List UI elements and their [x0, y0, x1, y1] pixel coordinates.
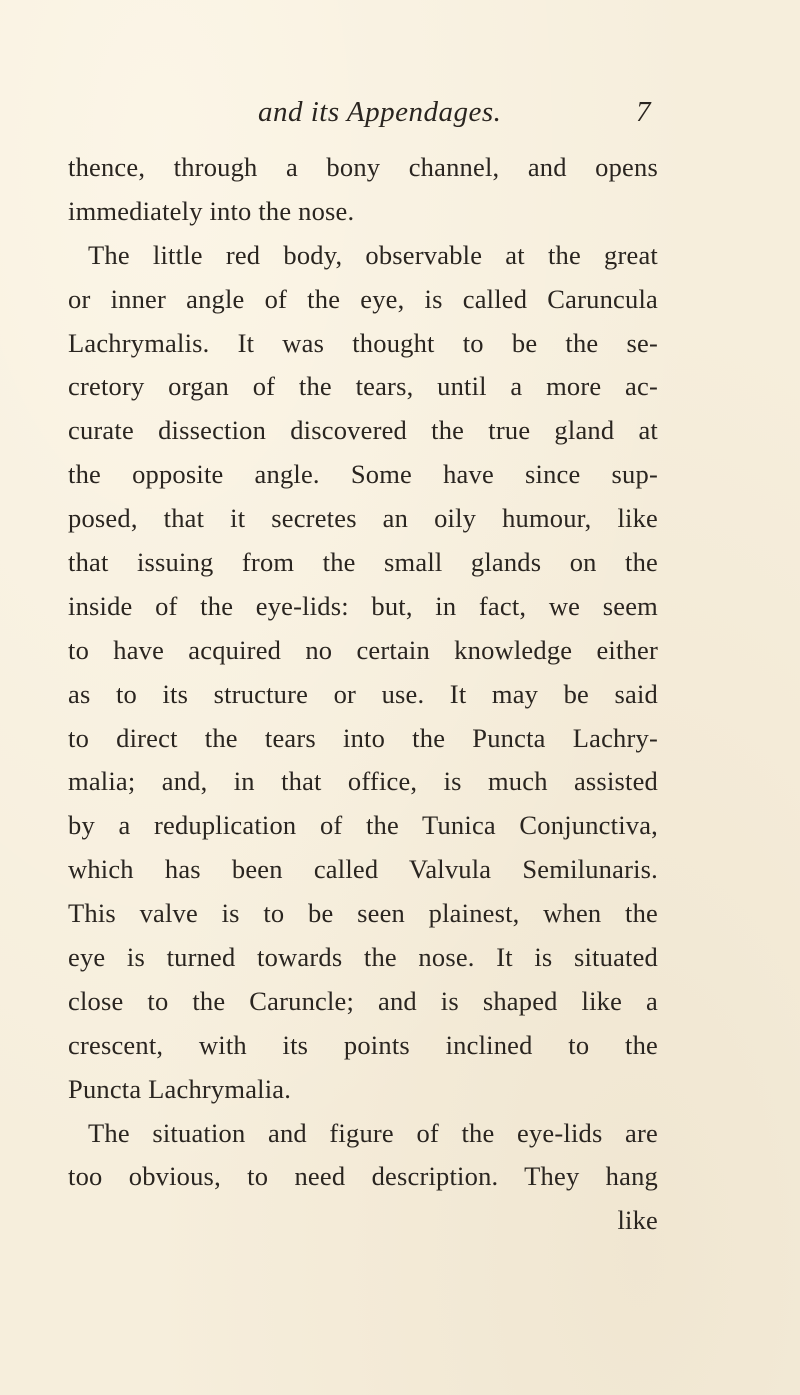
running-head-title: and its Appendages. — [258, 96, 502, 128]
running-head — [0, 96, 800, 136]
body-text — [68, 146, 658, 1243]
text-line: as to its structure or use. It may be said — [68, 678, 658, 709]
text-line: by a reduplication of the Tunica Conjunctiva, — [68, 810, 658, 841]
page-number: 7 — [636, 96, 651, 128]
text-line: that issuing from the small glands on the — [68, 547, 658, 578]
text-line: inside of the eye-lids: but, in fact, we seem — [68, 590, 658, 621]
text-line: too obvious, to need description. They hang — [68, 1161, 658, 1192]
text-line: curate dissection discovered the true gland at — [68, 415, 658, 446]
text-line: which has been called Valvula Semilunaris. — [68, 854, 658, 885]
text-line: thence, through a bony channel, and opens — [68, 152, 658, 182]
text-line: to direct the tears into the Puncta Lachry- — [68, 722, 658, 753]
text-line: posed, that it secretes an oily humour, like — [68, 503, 658, 534]
text-line: Puncta Lachrymalia. — [68, 1073, 292, 1104]
text-line: close to the Caruncle; and is shaped like a — [68, 985, 658, 1016]
text-line: crescent, with its points inclined to the — [68, 1029, 658, 1060]
text-line: malia; and, in that office, is much assisted — [68, 766, 658, 797]
text-line: immediately into the nose. — [68, 195, 355, 226]
text-line: or inner angle of the eye, is called Caruncula — [68, 283, 658, 314]
text-line: Lachrymalis. It was thought to be the se- — [68, 327, 658, 358]
text-line: the opposite angle. Some have since sup- — [68, 459, 658, 490]
text-line: The situation and figure of the eye-lids are — [88, 1117, 658, 1148]
text-line: cretory organ of the tears, until a more ac- — [68, 371, 658, 402]
text-line: eye is turned towards the nose. It is situated — [68, 942, 658, 973]
catchword: like — [617, 1205, 658, 1236]
text-line: to have acquired no certain knowledge either — [68, 634, 658, 665]
text-line: The little red body, observable at the great — [88, 239, 658, 270]
text-line: This valve is to be seen plainest, when the — [68, 898, 658, 929]
